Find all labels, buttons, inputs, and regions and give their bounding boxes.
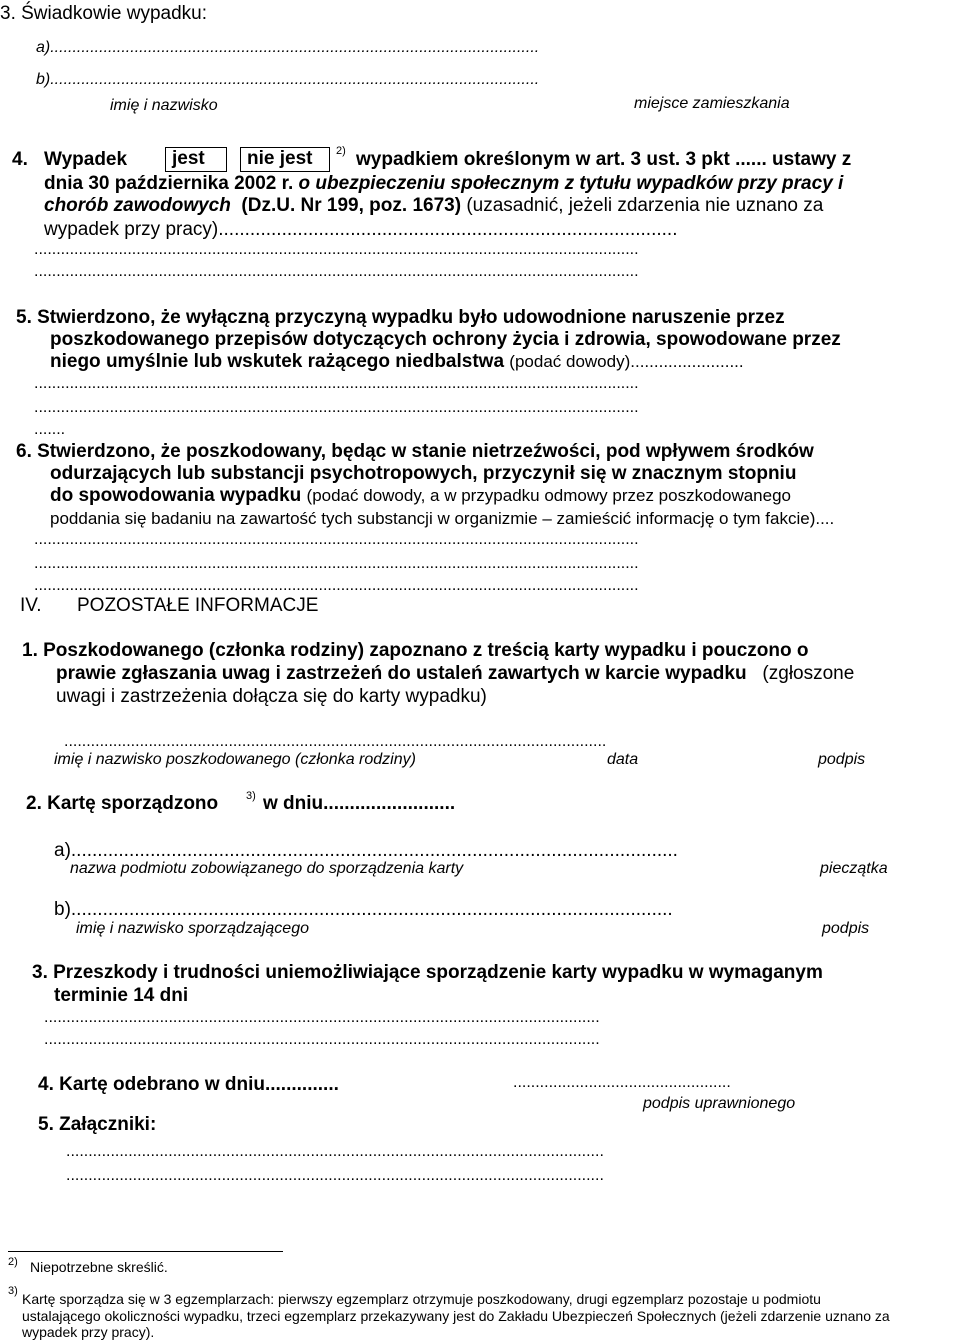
s4-number: 4. — [12, 149, 28, 170]
footnote-3-line2: ustalającego okoliczności wypadku, trzeci egzemplarz przekazywany jest do Zakładu Ubezpieczeń Społecznych (jeżeli zdarzenie uznano za — [22, 1308, 890, 1324]
s5-line3-bold: niego umyślnie lub wskutek rażącego niedbalstwa — [50, 351, 505, 372]
p3-line1: 3. Przeszkody i trudności uniemożliwiające sporządzenie karty wypadku w wymaganym — [32, 962, 823, 983]
s5-dots-2: ........................................................................................................................................ — [34, 399, 639, 416]
s4-line2-italic: o ubezpieczeniu społecznym z tytułu wypadków przy pracy i — [298, 173, 844, 194]
p3-dots-2: ............................................................................................................................. — [44, 1031, 600, 1048]
p2-line-a: a)................................................................................................................... — [54, 840, 678, 861]
s4-line2 — [44, 174, 843, 193]
s4-line1: wypadkiem określonym w art. 3 ust. 3 pkt ...... ustawy z — [356, 149, 852, 170]
s4-dots-2: ........................................................................................................................................ — [34, 263, 639, 280]
p5-dots-1: ......................................................................................................................... — [66, 1143, 604, 1160]
option-jest[interactable]: jest — [165, 147, 227, 172]
footnote-3-line1: Kartę sporządza się w 3 egzemplarzach: pierwszy egzemplarz otrzymuje poszkodowany, drugi egzemplarz pozostaje u podmiotu — [22, 1291, 821, 1307]
label-author-name: imię i nazwisko sporządzającego — [76, 920, 309, 937]
p3-dots-1: ............................................................................................................................. — [44, 1009, 600, 1026]
p4-title: 4. Kartę odebrano w dniu.............. — [38, 1074, 339, 1095]
s6-line3-bold: do spowodowania wypadku — [50, 485, 302, 506]
label-witness-residence: miejsce zamieszkania — [634, 95, 790, 112]
footnote-separator — [8, 1251, 283, 1252]
p1-line3: uwagi i zastrzeżenia dołącza się do karty wypadku) — [56, 686, 487, 707]
s4-line3-ref: (Dz.U. Nr 199, poz. 1673) — [241, 195, 462, 216]
p1-line2-bold: prawie zgłaszania uwag i zastrzeżeń do ustaleń zawartych w karcie wypadku — [56, 663, 747, 684]
part-iv-title: POZOSTAŁE INFORMACJE — [77, 595, 319, 616]
p2-title: 2. Kartę sporządzono — [26, 793, 219, 814]
p1-dots: .......................................................................................................................... — [64, 733, 607, 750]
p2-title-rest: w dniu......................... — [263, 793, 456, 814]
p1-line1: 1. Poszkodowanego (członka rodziny) zapoznano z treścią karty wypadku i pouczono o — [22, 640, 809, 661]
section-3-title: 3. Świadkowie wypadku: — [0, 3, 207, 24]
footnote-ref-2: 2) — [336, 145, 346, 157]
s6-line4: poddania się badaniu na zawartość tych substancji w organizmie – zamieścić informację o tym fakcie).... — [50, 509, 835, 528]
s6-dots-2: ........................................................................................................................................ — [34, 555, 639, 572]
s5-dots-1: ........................................................................................................................................ — [34, 375, 639, 392]
s4-dots-1: ........................................................................................................................................ — [34, 241, 639, 258]
label-signature: podpis — [818, 751, 866, 768]
label-authorized-signature: podpis uprawnionego — [643, 1095, 796, 1112]
s4-line4: wypadek przy pracy)....................................................................................... — [44, 219, 678, 240]
s5-line2: poszkodowanego przepisów dotyczących ochrony życia i zdrowia, spowodowane przez — [50, 329, 841, 350]
part-iv-number: IV. — [20, 595, 42, 616]
footnote-2-mark: 2) — [8, 1256, 18, 1268]
s4-line3-note: (uzasadnić, jeżeli zdarzenia nie uznano za — [466, 195, 824, 216]
footnote-3-mark: 3) — [8, 1285, 18, 1297]
p2-line-b: b).................................................................................................................. — [54, 899, 673, 920]
p3-line2: terminie 14 dni — [54, 985, 189, 1006]
s6-line1: 6. Stwierdzono, że poszkodowany, będąc w stanie nietrzeźwości, pod wpływem środków — [16, 441, 814, 462]
label-entity-name: nazwa podmiotu zobowiązanego do sporządzenia karty — [70, 860, 464, 877]
s6-line3 — [50, 486, 791, 505]
label-witness-name: imię i nazwisko — [110, 97, 218, 114]
s4-line3 — [44, 196, 823, 215]
s6-dots-1: ........................................................................................................................................ — [34, 531, 639, 548]
p5-title: 5. Załączniki: — [38, 1114, 157, 1135]
s4-line2-date: dnia 30 października 2002 r. — [44, 173, 294, 194]
witness-b-line: b).............................................................................................................. — [36, 71, 540, 88]
s5-line3-note: (podać dowody)........................ — [509, 352, 744, 371]
label-stamp: pieczątka — [820, 860, 888, 877]
p5-dots-2: ......................................................................................................................... — [66, 1167, 604, 1184]
s6-dots-3: ........................................................................................................................................ — [34, 577, 639, 594]
s5-line3 — [50, 352, 744, 371]
label-injured-name: imię i nazwisko poszkodowanego (członka rodziny) — [54, 751, 416, 768]
s4-line3-italic: chorób zawodowych — [44, 195, 231, 216]
label-date: data — [607, 751, 639, 768]
footnote-2-text: Niepotrzebne skreślić. — [30, 1259, 168, 1275]
s6-line2: odurzających lub substancji psychotropowych, przyczynił się w znacznym stopniu — [50, 463, 797, 484]
p1-line2-note: (zgłoszone — [762, 663, 855, 684]
p4-dots: ................................................. — [513, 1074, 731, 1091]
option-nie-jest[interactable]: nie jest — [240, 147, 330, 172]
witness-a-line: a).............................................................................................................. — [36, 39, 540, 56]
s4-wypadek: Wypadek — [44, 149, 128, 170]
s5-dots-3: ....... — [34, 421, 66, 438]
s6-line3-note: (podać dowody, a w przypadku odmowy przez poszkodowanego — [306, 486, 791, 505]
s5-line1: 5. Stwierdzono, że wyłączną przyczyną wypadku było udowodnione naruszenie przez — [16, 307, 785, 328]
footnote-ref-3: 3) — [246, 790, 256, 802]
p1-line2 — [56, 664, 854, 683]
label-author-signature: podpis — [822, 920, 870, 937]
footnote-3-line3: wypadek przy pracy). — [22, 1324, 155, 1340]
